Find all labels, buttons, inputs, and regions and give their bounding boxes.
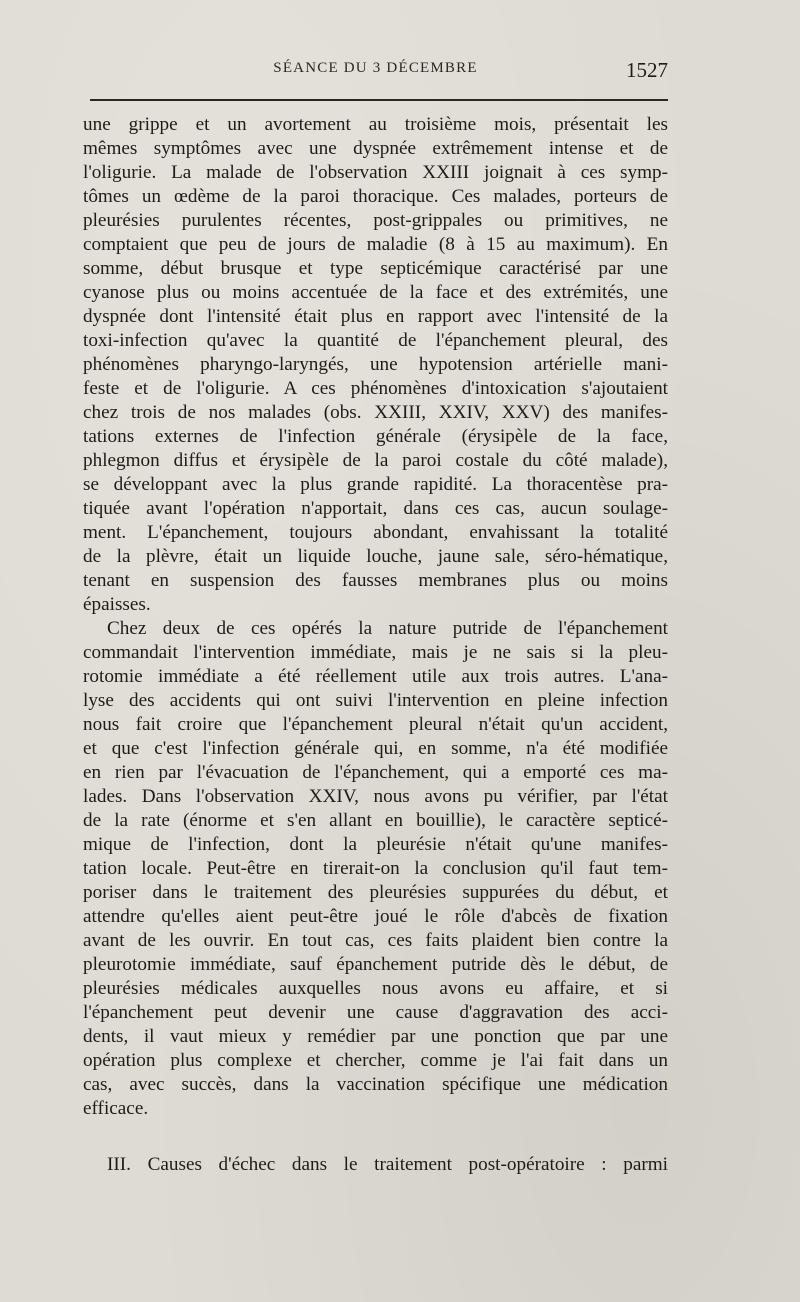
text-line: phénomènes pharyngo-laryngés, une hypotension artérielle mani- bbox=[83, 354, 668, 375]
section-spacer bbox=[83, 1121, 668, 1153]
text-line: dents, il vaut mieux y remédier par une ponction que par une bbox=[83, 1026, 668, 1047]
text-line: Chez deux de ces opérés la nature putride de l'épanchement bbox=[107, 618, 668, 639]
text-line: poriser dans le traitement des pleurésies suppurées du début, et bbox=[83, 882, 668, 903]
text-line: épaisses. bbox=[83, 594, 151, 615]
text-line: tation locale. Peut-être en tirerait-on la conclusion qu'il faut tem- bbox=[83, 858, 668, 879]
text-line: opération plus complexe et chercher, comme je l'ai fait dans un bbox=[83, 1050, 668, 1071]
paragraph-2 bbox=[83, 617, 668, 1121]
text-line: dyspnée dont l'intensité était plus en rapport avec l'intensité de la bbox=[83, 306, 668, 327]
header-rule bbox=[90, 99, 668, 101]
section-3 bbox=[83, 1153, 668, 1177]
paragraph-1 bbox=[83, 113, 668, 617]
text-line: chez trois de nos malades (obs. XXIII, XXIV, XXV) des manifes- bbox=[83, 402, 668, 423]
text-line: avant de les ouvrir. En tout cas, ces faits plaident bien contre la bbox=[83, 930, 668, 951]
text-line: mêmes symptômes avec une dyspnée extrêmement intense et de bbox=[83, 138, 668, 159]
text-line: tômes un œdème de la paroi thoracique. Ces malades, porteurs de bbox=[83, 186, 668, 207]
text-line: nous fait croire que l'épanchement pleural n'était qu'un accident, bbox=[83, 714, 668, 735]
text-line: somme, début brusque et type septicémique caractérisé par une bbox=[83, 258, 668, 279]
text-line: commandait l'intervention immédiate, mais je ne sais si la pleu- bbox=[83, 642, 668, 663]
text-line: cas, avec succès, dans la vaccination spécifique une médication bbox=[83, 1074, 668, 1095]
section-heading-line: III. Causes d'échec dans le traitement post-opératoire : parmi bbox=[107, 1154, 668, 1175]
text-line: de la plèvre, était un liquide louche, jaune sale, séro-hématique, bbox=[83, 546, 668, 567]
text-line: se développant avec la plus grande rapidité. La thoracentèse pra- bbox=[83, 474, 668, 495]
text-line: lyse des accidents qui ont suivi l'intervention en pleine infection bbox=[83, 690, 668, 711]
running-title: SÉANCE DU 3 DÉCEMBRE bbox=[273, 60, 478, 76]
text-line: toxi-infection qu'avec la quantité de l'épanchement pleural, des bbox=[83, 330, 668, 351]
text-line: cyanose plus ou moins accentuée de la face et des extrémités, une bbox=[83, 282, 668, 303]
text-line: attendre qu'elles aient peut-être joué le rôle d'abcès de fixation bbox=[83, 906, 668, 927]
text-line: ment. L'épanchement, toujours abondant, envahissant la totalité bbox=[83, 522, 668, 543]
text-line: comptaient que peu de jours de maladie (8 à 15 au maximum). En bbox=[83, 234, 668, 255]
text-line: lades. Dans l'observation XXIV, nous avons pu vérifier, par l'état bbox=[83, 786, 668, 807]
text-line: efficace. bbox=[83, 1098, 149, 1119]
text-line: tenant en suspension des fausses membranes plus ou moins bbox=[83, 570, 668, 591]
text-line: tations externes de l'infection générale (érysipèle de la face, bbox=[83, 426, 668, 447]
text-line: une grippe et un avortement au troisième mois, présentait les bbox=[83, 114, 668, 135]
text-line: feste et de l'oligurie. A ces phénomènes d'intoxication s'ajoutaient bbox=[83, 378, 668, 399]
text-line: l'épanchement peut devenir une cause d'aggravation des acci- bbox=[83, 1002, 668, 1023]
text-line: en rien par l'évacuation de l'épanchement, qui a emporté ces ma- bbox=[83, 762, 668, 783]
body-text bbox=[83, 113, 668, 1177]
page-header bbox=[83, 58, 668, 88]
text-line: rotomie immédiate a été réellement utile aux trois autres. L'ana- bbox=[83, 666, 668, 687]
page-number: 1527 bbox=[626, 58, 668, 82]
text-line: pleurésies médicales auxquelles nous avons eu affaire, et si bbox=[83, 978, 668, 999]
text-line: phlegmon diffus et érysipèle de la paroi costale du côté malade), bbox=[83, 450, 668, 471]
text-line: de la rate (énorme et s'en allant en bouillie), le caractère septicé- bbox=[83, 810, 668, 831]
text-line: pleurésies purulentes récentes, post-grippales ou primitives, ne bbox=[83, 210, 668, 231]
text-line: tiquée avant l'opération n'apportait, dans ces cas, aucun soulage- bbox=[83, 498, 668, 519]
text-line: l'oligurie. La malade de l'observation XXIII joignait à ces symp- bbox=[83, 162, 668, 183]
text-line: mique de l'infection, dont la pleurésie n'était qu'une manifes- bbox=[83, 834, 668, 855]
text-line: et que c'est l'infection générale qui, en somme, n'a été modifiée bbox=[83, 738, 668, 759]
text-line: pleurotomie immédiate, sauf épanchement putride dès le début, de bbox=[83, 954, 668, 975]
